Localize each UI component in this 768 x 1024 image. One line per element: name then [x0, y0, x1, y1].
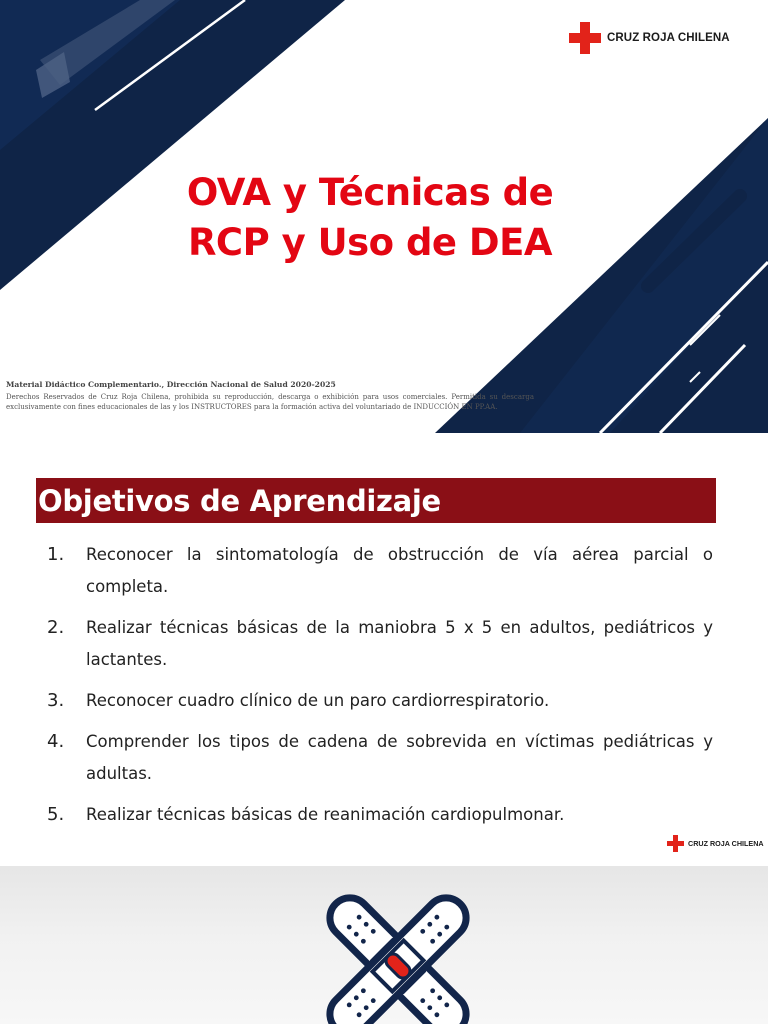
logo-text: CRUZ ROJA CHILENA: [607, 32, 730, 44]
objective-text: Reconocer cuadro clínico de un paro cardiorrespiratorio.: [86, 691, 550, 710]
objective-item: [36, 612, 713, 676]
footnote-heading: Material Didáctico Complementario., Dirección Nacional de Salud 2020-2025: [6, 380, 336, 389]
objective-number: 1.: [47, 544, 65, 565]
objectives-header: [36, 478, 716, 523]
objective-text: Comprender los tipos de cadena de sobrevida en víctimas pediátricas y adultas.: [86, 732, 713, 783]
objectives-list: [36, 539, 713, 840]
objective-item: [36, 685, 713, 717]
objectives-header-text: Objetivos de Aprendizaje: [38, 483, 441, 518]
objective-item: [36, 539, 713, 603]
objective-item: [36, 799, 713, 831]
title-line-1: OVA y Técnicas de: [186, 171, 554, 214]
title-line-2: RCP y Uso de DEA: [187, 221, 553, 264]
cruz-roja-logo-small: [667, 835, 764, 852]
logo-text: CRUZ ROJA CHILENA: [688, 839, 764, 848]
cruz-roja-logo: [569, 22, 730, 54]
objective-text: Realizar técnicas básicas de reanimación cardiopulmonar.: [86, 805, 565, 824]
red-cross-icon: [667, 835, 684, 852]
red-cross-icon: [569, 22, 601, 54]
crossed-bandages-icon: [0, 866, 768, 1024]
slide-title: [120, 168, 620, 268]
objectives-slide: [0, 443, 768, 864]
objective-number: 4.: [47, 731, 65, 752]
objective-item: [36, 726, 713, 790]
bandage-slide: [0, 866, 768, 1024]
objective-number: 2.: [47, 617, 65, 638]
objective-text: Reconocer la sintomatología de obstrucción de vía aérea parcial o completa.: [86, 545, 713, 596]
objective-text: Realizar técnicas básicas de la maniobra 5 x 5 en adultos, pediátricos y lactantes.: [86, 618, 713, 669]
copyright-footnote: [6, 380, 534, 412]
title-slide: [0, 0, 768, 433]
objective-number: 3.: [47, 690, 65, 711]
objective-number: 5.: [47, 804, 65, 825]
footnote-body: Derechos Reservados de Cruz Roja Chilena, prohibida su reproducción, descarga o exhibición para usos comerciales. Permitida su descarga exclusivamente con fines educacionales de las y los INSTRUCTORES para la formación activa del voluntariado de INDUCCIÓN EN PP.AA.: [6, 393, 534, 411]
